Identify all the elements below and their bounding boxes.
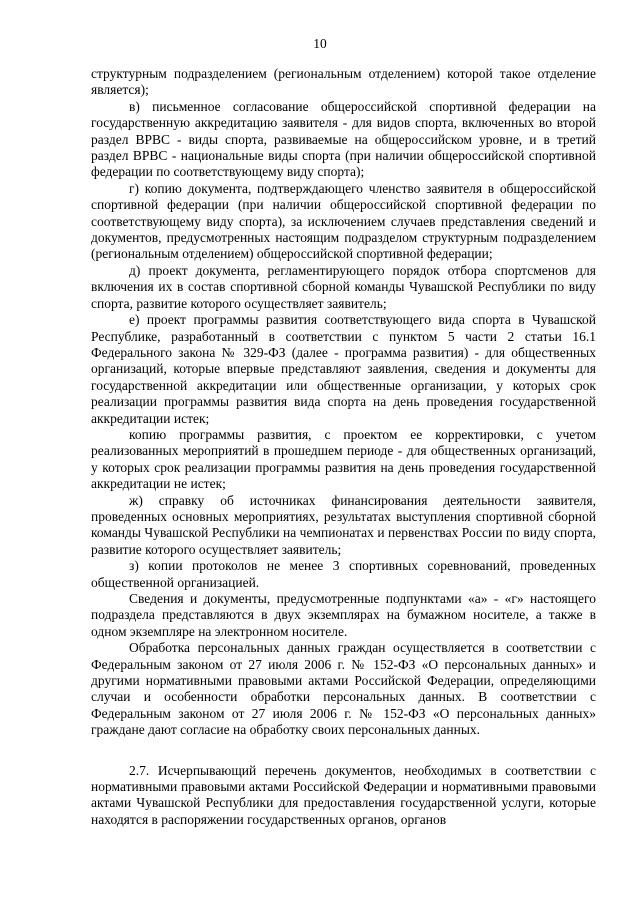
paragraph-submission-copies: Сведения и документы, предусмотренные подпунктами «а» - «г» настоящего подраздела представляются в двух экземплярах на бумажном носителе, а также в одном экземпляре на электронном носителе. [91, 591, 596, 639]
paragraph-continuation: структурным подразделением (региональным отделением) которой такое отделение является); [91, 66, 596, 98]
paragraph-item-e: е) проект программы развития соответствующего вида спорта в Чувашской Республике, разработанный в соответствии с пунктом 5 части 2 статьи 16.1 Федерального закона № 329-ФЗ (далее - программа развития) - для общественных организаций, которые впервые представляют заявления, сведения и документы для государственной аккредитации или общественные организации, у которых срок реализации программы развития вида спорта на день проведения государственной аккредитации истек; [91, 312, 596, 426]
paragraph-item-zh: ж) справку об источниках финансирования деятельности заявителя, проведенных основных мероприятиях, результатах выступления спортивной сборной команды Чувашской Республики на чемпионатах и первенствах России по виду спорта, развитие которого осуществляет заявитель; [91, 492, 596, 557]
paragraph-item-d: д) проект документа, регламентирующего порядок отбора спортсменов для включения их в состав спортивной сборной команды Чувашской Республики по виду спорта, развитие которого осуществляет заявитель; [91, 262, 596, 311]
paragraph-item-z: з) копии протоколов не менее 3 спортивных соревнований, проведенных общественной организацией. [91, 558, 596, 590]
paragraph-section-2-7: 2.7. Исчерпывающий перечень документов, необходимых в соответствии с нормативными правовыми актами Российской Федерации и нормативными правовыми актами Чувашской Республики для предоставления государственной услуги, которые находятся в распоряжении государственных органов, органов [91, 762, 596, 827]
paragraph-item-v: в) письменное согласование общероссийской спортивной федерации на государственную аккредитацию заявителя - для видов спорта, включенных во второй раздел ВРВС - виды спорта, развиваемые на общероссийском уровне, и в третий раздел ВРВС - национальные виды спорта (при наличии общероссийской спортивной федерации по соответствующему виду спорта); [91, 98, 596, 180]
document-body [91, 66, 596, 828]
paragraph-personal-data: Обработка персональных данных граждан осуществляется в соответствии с Федеральным законом от 27 июля 2006 г. № 152-ФЗ «О персональных данных» и другими нормативными правовыми актами Российской Федерации, определяющими случаи и особенности обработки персональных данных. В соответствии с Федеральным законом от 27 июля 2006 г. № 152-ФЗ «О персональных данных» граждане дают согласие на обработку своих персональных данных. [91, 640, 596, 738]
page-number: 10 [313, 36, 327, 51]
paragraph-item-g: г) копию документа, подтверждающего членство заявителя в общероссийской спортивной федерации (при наличии общероссийской спортивной федерации по соответствующему виду спорта), за исключением случаев представления сведений и документов, предусмотренных настоящим подразделом структурным подразделением (региональным отделением) общероссийской спортивной федерации; [91, 180, 596, 262]
paragraph-program-copy: копию программы развития, с проектом ее корректировки, с учетом реализованных мероприятий в прошедшем периоде - для общественных организаций, у которых срок реализации программы развития на день проведения государственной аккредитации не истек; [91, 426, 596, 492]
